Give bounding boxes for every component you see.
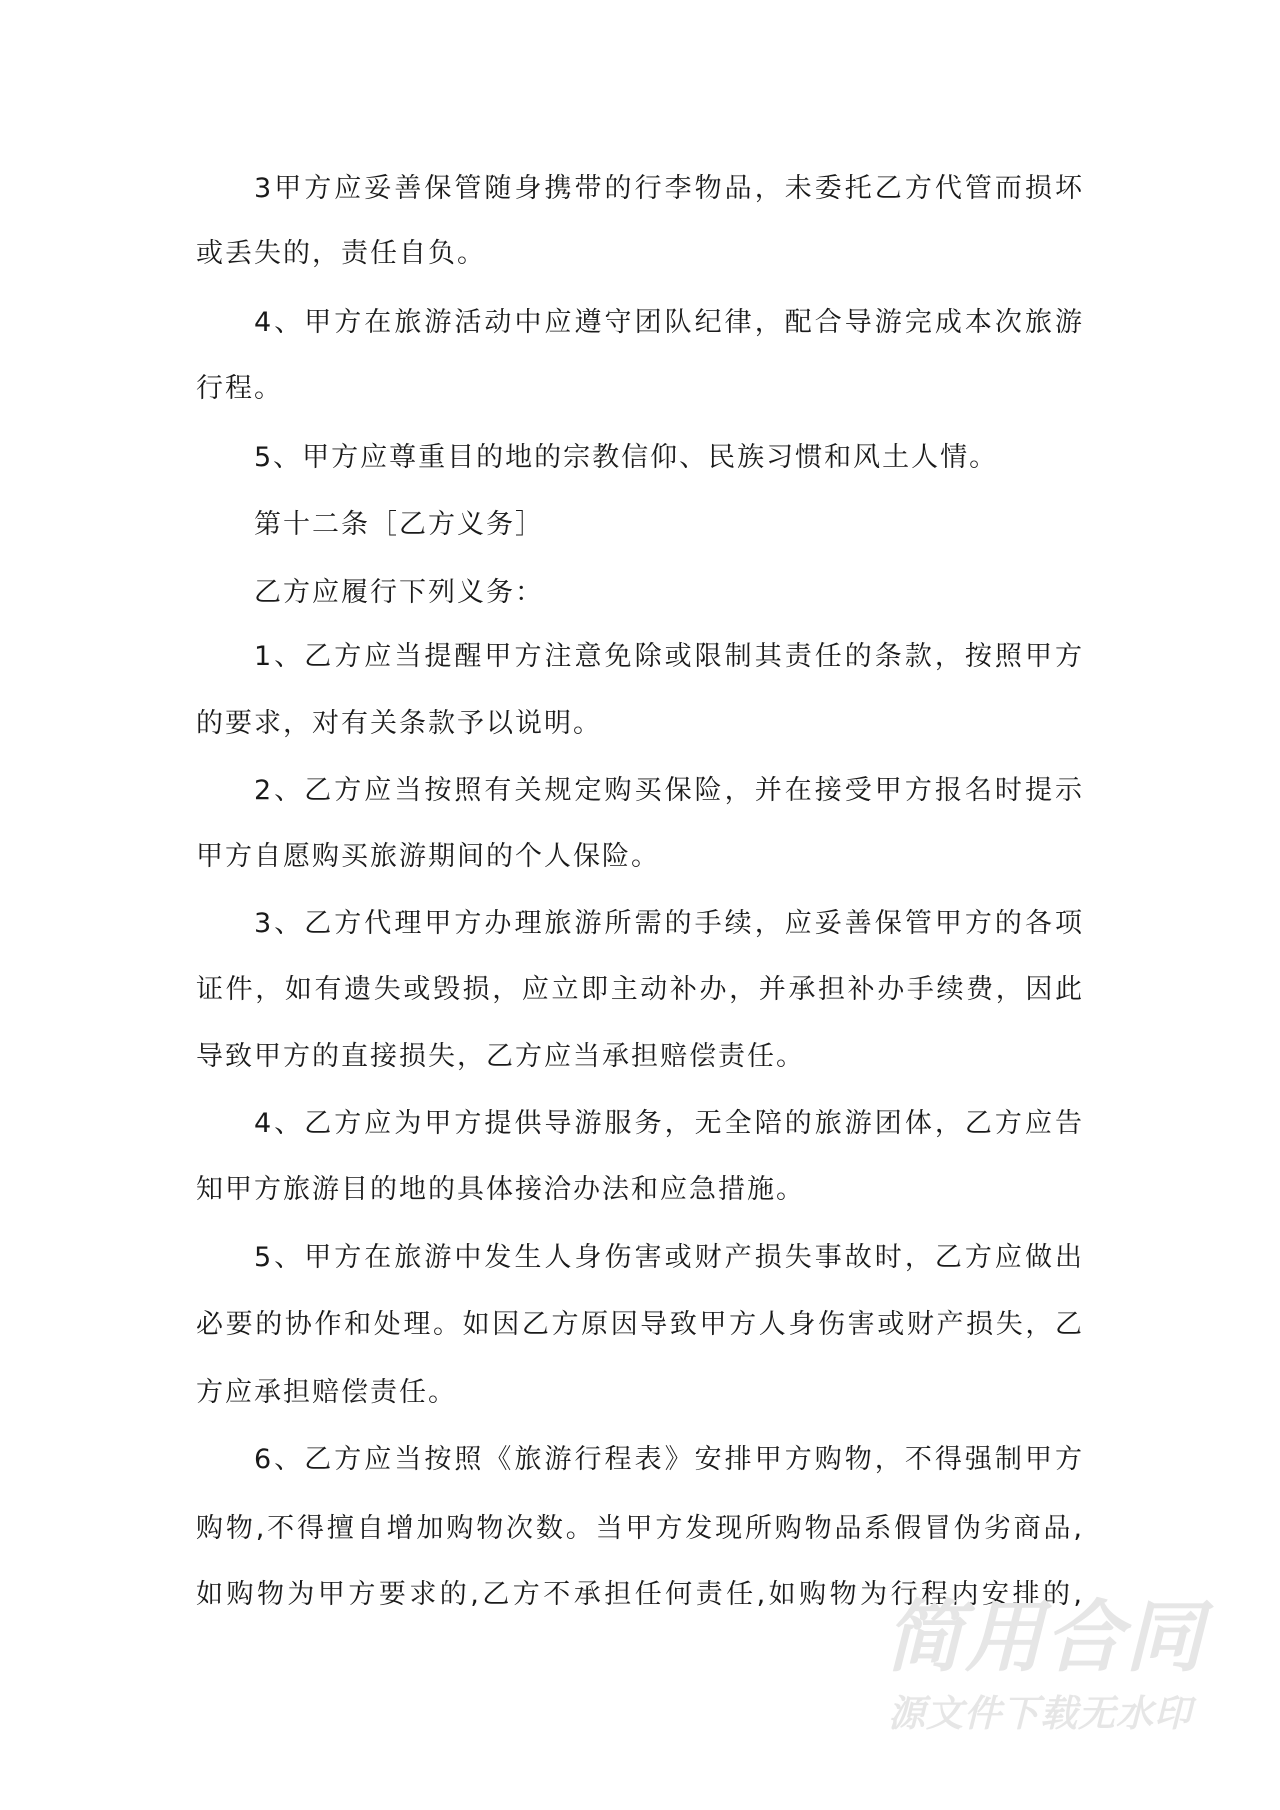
text-line: 证件，如有遗失或毁损，应立即主动补办，并承担补办手续费，因此: [196, 974, 1084, 1005]
text-line: 4、甲方在旅游活动中应遵守团队纪律，配合导游完成本次旅游: [254, 307, 1084, 338]
watermark-title: 简用合同: [885, 1593, 1206, 1683]
text-line: 第十二条［乙方义务］: [254, 509, 544, 540]
text-line: 3甲方应妥善保管随身携带的行李物品，未委托乙方代管而损坏: [254, 173, 1084, 204]
text-line: 5、甲方应尊重目的地的宗教信仰、民族习惯和风土人情。: [254, 442, 999, 473]
text-line: 1、乙方应当提醒甲方注意免除或限制其责任的条款，按照甲方: [254, 641, 1084, 672]
text-line: 知甲方旅游目的地的具体接洽办法和应急措施。: [196, 1174, 805, 1205]
text-line: 购物,不得擅自增加购物次数。当甲方发现所购物品系假冒伪劣商品,: [196, 1513, 1084, 1544]
text-line: 的要求，对有关条款予以说明。: [196, 708, 602, 739]
text-line: 必要的协作和处理。如因乙方原因导致甲方人身伤害或财产损失，乙: [196, 1309, 1084, 1340]
text-line: 3、乙方代理甲方办理旅游所需的手续，应妥善保管甲方的各项: [254, 908, 1084, 939]
text-line: 5、甲方在旅游中发生人身伤害或财产损失事故时，乙方应做出: [254, 1242, 1084, 1273]
text-line: 6、乙方应当按照《旅游行程表》安排甲方购物，不得强制甲方: [254, 1444, 1084, 1475]
text-line: 2、乙方应当按照有关规定购买保险，并在接受甲方报名时提示: [254, 775, 1084, 806]
text-line: 或丢失的，责任自负。: [196, 238, 486, 269]
text-line: 如购物为甲方要求的,乙方不承担任何责任,如购物为行程内安排的,: [196, 1579, 1084, 1610]
text-line: 行程。: [196, 373, 283, 404]
text-line: 乙方应履行下列义务：: [254, 577, 544, 608]
watermark-subtitle: 源文件下载无水印: [888, 1692, 1192, 1735]
text-line: 甲方自愿购买旅游期间的个人保险。: [196, 841, 660, 872]
text-line: 4、乙方应为甲方提供导游服务，无全陪的旅游团体，乙方应告: [254, 1108, 1084, 1139]
text-line: 导致甲方的直接损失，乙方应当承担赔偿责任。: [196, 1041, 805, 1072]
text-line: 方应承担赔偿责任。: [196, 1377, 457, 1408]
